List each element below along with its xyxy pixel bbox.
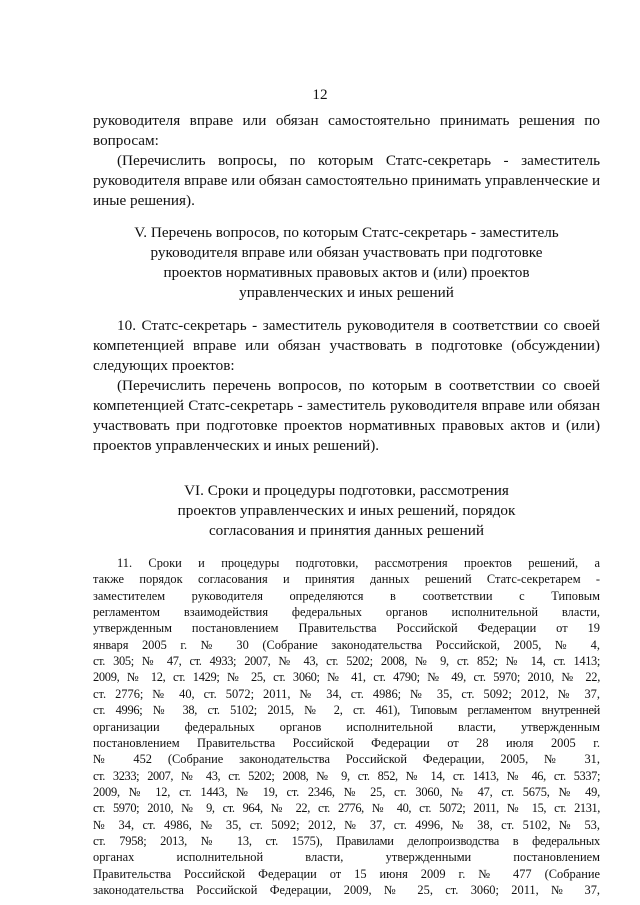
text-line: регламентом взаимодействия федеральных органов исполнительной власти, <box>93 605 600 620</box>
text-line: руководителя вправе или обязан самостоятельно принимать управленческие и <box>93 172 601 189</box>
text-line: заместителем руководителя определяются в соответствии с Типовым <box>93 588 600 603</box>
text-line: (Перечислить перечень вопросов, по которым в соответствии со своей <box>117 377 600 394</box>
text-line: проектов управленческих и иных решений). <box>93 437 380 454</box>
text-line: компетенцией Статс-секретарь - заместитель руководителя вправе или обязан <box>93 397 600 414</box>
text-line: № 452 (Собрание законодательства Российской Федерации, 2005, № 31, <box>93 752 600 767</box>
text-line: ст. 4996; № 38, ст. 5102; 2015, № 2, ст. 461), Типовым регламентом внутренней <box>93 703 600 718</box>
text-line: иные решения). <box>93 192 195 209</box>
section-heading-line: V. Перечень вопросов, по которым Статс-секретарь - заместитель <box>134 224 559 241</box>
text-line: постановлением Правительства Российской Федерации от 28 июля 2005 г. <box>93 735 600 750</box>
section-heading-line: руководителя вправе или обязан участвовать при подготовке <box>150 244 543 261</box>
text-line: руководителя вправе или обязан самостоятельно принимать решения по <box>93 112 600 129</box>
text-line: 2009, № 12, ст. 1429; № 25, ст. 3060; № 41, ст. 4790; № 49, ст. 5970; 2010, № 22, <box>93 670 600 685</box>
text-line: Правительства Российской Федерации от 15 июня 2009 г. № 477 (Собрание <box>93 866 600 881</box>
text-line: органах исполнительной власти, утвержденными постановлением <box>93 850 600 865</box>
text-line: 2009, № 12, ст. 1443, № 19, ст. 2346, № 25, ст. 3060, № 47, ст. 5675, № 49, <box>93 784 600 799</box>
section-heading-line: управленческих и иных решений <box>239 284 454 301</box>
text-line: также порядок согласования и принятия данных решений Статс-секретарем - <box>93 572 600 587</box>
text-line: № 34, ст. 4986, № 35, ст. 5092; 2012, № 37, ст. 4996, № 38, ст. 5102, № 53, <box>93 817 600 832</box>
text-line: вопросам: <box>93 132 159 149</box>
section-heading-line: согласования и принятия данных решений <box>208 522 485 539</box>
text-line: участвовать при подготовке проектов нормативных правовых актов и (или) <box>93 417 600 434</box>
text-line: компетенцией вправе или обязан участвовать в подготовке (обсуждении) <box>93 337 600 354</box>
text-line: ст. 7958; 2013, № 13, ст. 1575), Правилами делопроизводства в федеральных <box>93 833 600 848</box>
text-line: законодательства Российской Федерации, 2009, № 25, ст. 3060; 2011, № 37, <box>93 883 600 897</box>
text-line: следующих проектов: <box>93 357 235 374</box>
section-heading-line: проектов нормативных правовых актов и (или) проектов <box>163 264 530 281</box>
text-line: (Перечислить вопросы, по которым Статс-секретарь - заместитель <box>117 152 600 169</box>
section-heading-line: VI. Сроки и процедуры подготовки, рассмотрения <box>184 482 509 499</box>
text-line: ст. 3233; 2007, № 43, ст. 5202; 2008, № 9, ст. 852, № 14, ст. 1413, № 46, ст. 5337; <box>93 768 600 783</box>
section-heading-line: проектов управленческих и иных решений, порядок <box>177 502 516 519</box>
text-line: 11. Сроки и процедуры подготовки, рассмотрения проектов решений, а <box>117 556 600 570</box>
text-line: 10. Статс-секретарь - заместитель руководителя в соответствии со своей <box>117 317 600 334</box>
page-number: 12 <box>312 86 328 103</box>
text-line: организации федеральных органов исполнительной власти, утвержденным <box>93 719 600 734</box>
text-line: утвержденным постановлением Правительства Российской Федерации от 19 <box>93 621 600 636</box>
text-line: ст. 2776; № 40, ст. 5072; 2011, № 34, ст. 4986; № 35, ст. 5092; 2012, № 37, <box>93 686 600 701</box>
text-line: января 2005 г. № 30 (Собрание законодательства Российской, 2005, № 4, <box>93 637 600 652</box>
text-line: ст. 5970; 2010, № 9, ст. 964, № 22, ст. 2776, № 40, ст. 5072; 2011, № 15, ст. 2131, <box>93 801 600 816</box>
text-line: ст. 305; № 47, ст. 4933; 2007, № 43, ст. 5202; 2008, № 9, ст. 852; № 14, ст. 1413; <box>93 654 600 669</box>
